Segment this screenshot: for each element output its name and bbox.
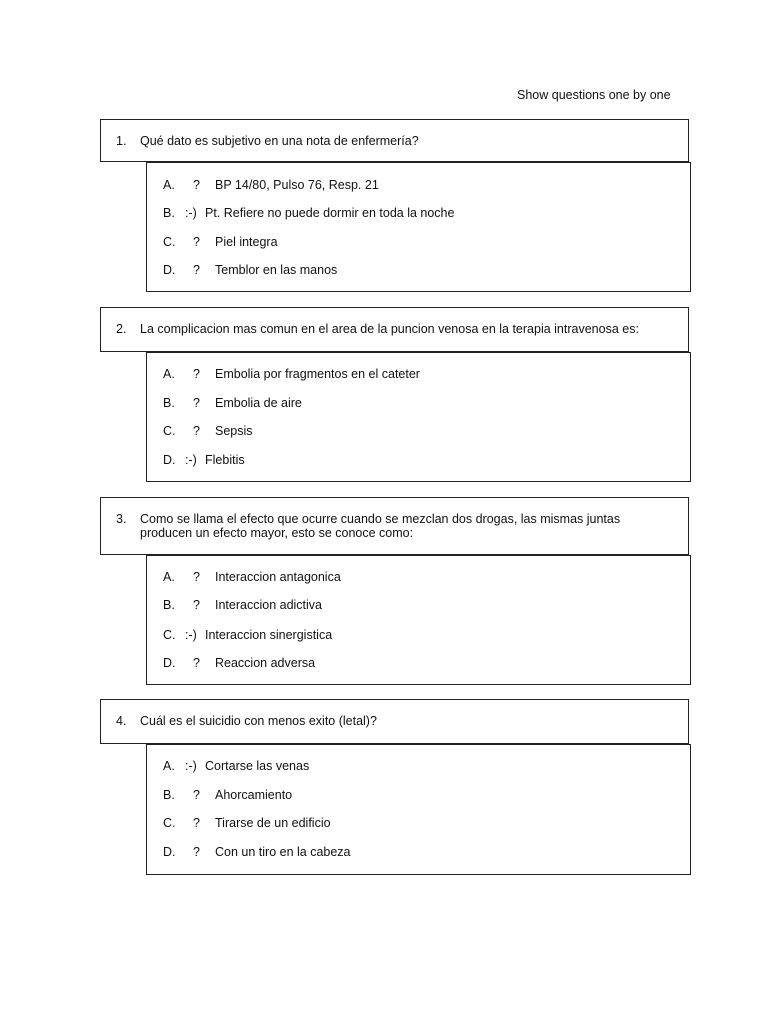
option-text: Embolia por fragmentos en el cateter [215, 367, 420, 381]
question-1-answers [146, 162, 691, 292]
option-text: Interaccion antagonica [215, 570, 341, 584]
option-letter: A. [163, 367, 175, 381]
question-number: 3. [116, 512, 127, 526]
unanswered-mark: ? [193, 816, 200, 830]
option-text: Reaccion adversa [215, 656, 316, 670]
unanswered-mark: ? [193, 396, 200, 410]
question-number: 4. [116, 714, 127, 728]
option-text: Interaccion sinergistica [205, 628, 333, 642]
unanswered-mark: ? [193, 598, 200, 612]
question-4-answers [146, 744, 691, 875]
option-text: Interaccion adictiva [215, 598, 323, 612]
question-4-box [100, 699, 689, 744]
option-letter: B. [163, 598, 175, 612]
option-text: Temblor en las manos [215, 263, 338, 277]
option-text: Tirarse de un edificio [215, 816, 331, 830]
question-text: Qué dato es subjetivo en una nota de enfermería? [140, 134, 419, 148]
correct-smiley-mark: :-) [185, 206, 197, 220]
unanswered-mark: ? [193, 235, 200, 249]
option-text: Flebitis [205, 453, 245, 467]
option-text: Embolia de aire [215, 396, 302, 410]
unanswered-mark: ? [193, 263, 200, 277]
option-text: Piel integra [215, 235, 278, 249]
option-letter: C. [163, 235, 176, 249]
question-3-box [100, 497, 689, 555]
option-letter: C. [163, 424, 176, 438]
question-2-answers [146, 352, 691, 482]
option-letter: D. [163, 453, 176, 467]
unanswered-mark: ? [193, 178, 200, 192]
question-3-answers [146, 555, 691, 685]
option-letter: C. [163, 816, 176, 830]
correct-smiley-mark: :-) [185, 628, 197, 642]
question-2-box [100, 307, 689, 352]
question-1-box [100, 119, 689, 162]
unanswered-mark: ? [193, 367, 200, 381]
correct-smiley-mark: :-) [185, 453, 197, 467]
unanswered-mark: ? [193, 424, 200, 438]
question-number: 1. [116, 134, 127, 148]
unanswered-mark: ? [193, 788, 200, 802]
option-letter: A. [163, 570, 175, 584]
option-text: Cortarse las venas [205, 759, 310, 773]
option-letter: D. [163, 263, 176, 277]
correct-smiley-mark: :-) [185, 759, 197, 773]
option-text: BP 14/80, Pulso 76, Resp. 21 [215, 178, 379, 192]
option-letter: D. [163, 656, 176, 670]
question-text: Cuál es el suicidio con menos exito (letal)? [140, 714, 377, 728]
question-number: 2. [116, 322, 127, 336]
question-text: La complicacion mas comun en el area de la puncion venosa en la terapia intravenosa es: [140, 322, 639, 336]
option-text: Ahorcamiento [215, 788, 293, 802]
show-questions-one-by-one-link[interactable]: Show questions one by one [517, 88, 671, 102]
option-letter: B. [163, 396, 175, 410]
option-letter: B. [163, 206, 175, 220]
option-text: Pt. Refiere no puede dormir en toda la noche [205, 206, 455, 220]
unanswered-mark: ? [193, 845, 200, 859]
option-letter: A. [163, 759, 175, 773]
option-letter: C. [163, 628, 176, 642]
option-text: Con un tiro en la cabeza [215, 845, 351, 859]
option-letter: B. [163, 788, 175, 802]
unanswered-mark: ? [193, 656, 200, 670]
question-text: Como se llama el efecto que ocurre cuando se mezclan dos drogas, las mismas juntas producen un efecto mayor, esto se conoce como: [140, 512, 621, 540]
option-letter: D. [163, 845, 176, 859]
option-text: Sepsis [215, 424, 253, 438]
unanswered-mark: ? [193, 570, 200, 584]
option-letter: A. [163, 178, 175, 192]
